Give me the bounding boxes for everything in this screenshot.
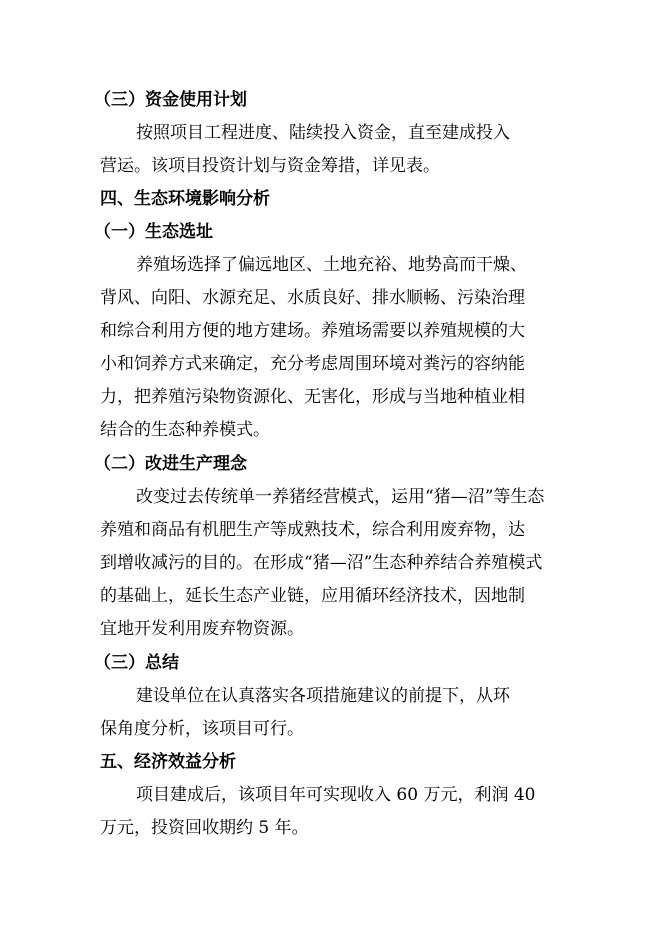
paragraph-line: 的基础上，延长生态产业链，应用循环经济技术，因地制 (100, 586, 525, 606)
heading-production-concept: （二）改进生产理念 (94, 454, 247, 474)
paragraph-line: 宜地开发利用废弃物资源。 (100, 619, 304, 639)
paragraph-line: 改变过去传统单一养猪经营模式，运用“猪—沼”等生态 (136, 487, 545, 507)
heading-summary: （三）总结 (94, 653, 179, 673)
paragraph-line: 背风、向阳、水源充足、水质良好、排水顺畅、污染治理 (100, 288, 525, 308)
paragraph-line: 养殖和商品有机肥生产等成熟技术，综合利用废弃物，达 (100, 520, 525, 540)
paragraph-line: 养殖场选择了偏远地区、土地充裕、地势高而干燥、 (136, 255, 527, 275)
paragraph-line: 按照项目工程进度、陆续投入资金，直至建成投入 (136, 123, 510, 143)
paragraph-line: 小和饲养方式来确定，充分考虑周围环境对粪污的容纳能 (100, 354, 525, 374)
heading-funds-plan: （三）资金使用计划 (94, 90, 247, 110)
paragraph-line: 营运。该项目投资计划与资金筹措，详见表。 (100, 156, 440, 176)
heading-ecology-analysis: 四、生态环境影响分析 (100, 189, 270, 209)
paragraph-line: 保角度分析，该项目可行。 (100, 719, 304, 739)
paragraph-line: 项目建成后，该项目年可实现收入 60 万元，利润 40 (136, 785, 536, 805)
heading-site-selection: （一）生态选址 (94, 222, 213, 242)
paragraph-line: 万元，投资回收期约 5 年。 (100, 818, 309, 838)
paragraph-line: 力，把养殖污染物资源化、无害化，形成与当地种植业相 (100, 387, 525, 407)
paragraph-line: 建设单位在认真落实各项措施建议的前提下，从环 (136, 686, 510, 706)
paragraph-line: 结合的生态种养模式。 (100, 420, 270, 440)
paragraph-line: 和综合利用方便的地方建场。养殖场需要以养殖规模的大 (100, 321, 525, 341)
heading-economic-analysis: 五、经济效益分析 (100, 752, 236, 772)
paragraph-line: 到增收减污的目的。在形成“猪—沼”生态种养结合养殖模式 (100, 553, 543, 573)
